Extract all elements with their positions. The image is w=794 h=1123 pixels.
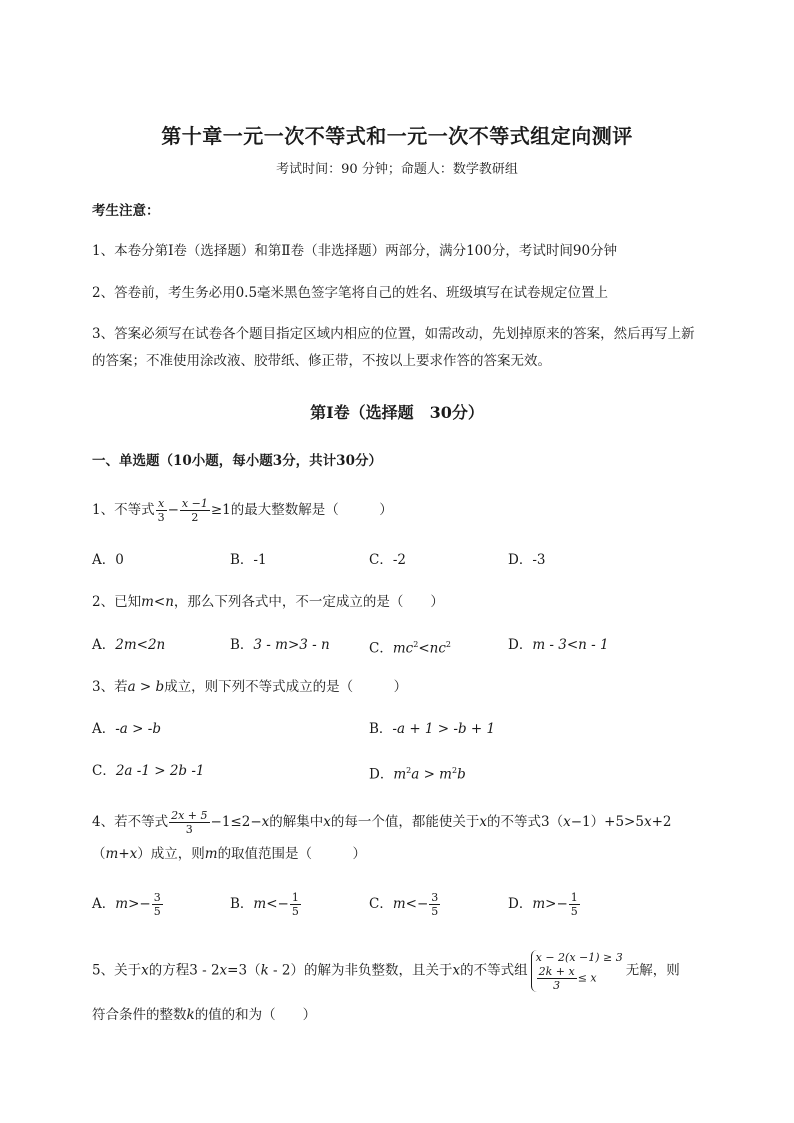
question-1: 1、不等式 $\frac{x}{3}$ − $\frac{x -1}{2}$ ≥1的最大整数解是（ ）	[92, 497, 393, 524]
q4-option-a: A．m>− $\frac{3}{5}$	[92, 891, 161, 918]
notice-item-1: 1、本卷分第Ⅰ卷（选择题）和第Ⅱ卷（非选择题）两部分，满分100分，考试时间90分钟	[92, 243, 618, 259]
part1-title: 第Ⅰ卷（选择题 30分）	[310, 403, 484, 422]
q2-option-c: C．$mc^2<nc^2$	[369, 640, 451, 657]
question-3: 3、若a > b成立，则下列不等式成立的是（ ）	[92, 679, 408, 695]
q4-fraction: $\frac{2x + 5}{3}$	[171, 809, 208, 836]
q1-fraction-2: $\frac{x -1}{2}$	[181, 497, 208, 524]
inequality-system: x − 2(x −1) ≥ 3 $\frac{2k + x}{3}$ ≤ x	[531, 950, 623, 992]
question-4: 4、若不等式 $\frac{2x + 5}{3}$ −1≤2−x的解集中x的每一个值，都能使关于x的不等式3（x−1）+5>5x+2	[92, 809, 672, 836]
section-title: 一、单选题（10小题，每小题3分，共计30分）	[92, 453, 382, 469]
q1-option-b: B．-1	[230, 552, 267, 568]
question-2: 2、已知m<n，那么下列各式中，不一定成立的是（ ）	[92, 594, 444, 610]
notice-heading: 考生注意：	[92, 203, 160, 219]
q1-option-c: C．-2	[369, 552, 406, 568]
q2-option-b: B．3 - m>3 - n	[230, 637, 330, 653]
q3-option-b: B．-a + 1 > -b + 1	[369, 721, 496, 737]
q4-option-d: D．m>− $\frac{1}{5}$	[508, 891, 578, 918]
question-5: 5、关于x的方程3 - 2x=3（k - 2）的解为非负整数，且关于x的不等式组 x − 2(x −1) ≥ 3 $\frac{2k + x}{3}$ ≤ x 无解，则	[92, 951, 680, 992]
q1-option-a: A．0	[92, 552, 124, 568]
q2-option-d: D．m - 3<n - 1	[508, 637, 609, 653]
q3-option-d: D．$m^2a > m^2b$	[369, 766, 466, 783]
notice-item-3: 3、答案必须写在试卷各个题目指定区域内相应的位置，如需改动，先划掉原来的答案，然后再写上新	[92, 326, 695, 342]
exam-subtitle: 考试时间：90 分钟；命题人：数学教研组	[276, 162, 518, 177]
q1-fraction-1: $\frac{x}{3}$	[157, 497, 165, 524]
q4-option-b: B．m<− $\frac{1}{5}$	[230, 891, 299, 918]
q1-option-d: D．-3	[508, 552, 546, 568]
q2-option-a: A．2m<2n	[92, 637, 166, 653]
q1-prefix: 1、不等式	[92, 502, 155, 518]
q3-option-a: A．-a > -b	[92, 721, 161, 737]
q1-suffix: ≥1的最大整数解是（ ）	[210, 502, 393, 518]
notice-item-2: 2、答卷前，考生务必用0.5毫米黑色签字笔将自己的姓名、班级填写在试卷规定位置上	[92, 285, 609, 301]
q4-option-c: C．m<− $\frac{3}{5}$	[369, 891, 439, 918]
question-5-cont: 符合条件的整数k的值的和为（ ）	[92, 1007, 317, 1023]
page-title: 第十章一元一次不等式和一元一次不等式组定向测评	[161, 124, 633, 148]
notice-item-3-cont: 的答案；不准使用涂改液、胶带纸、修正带，不按以上要求作答的答案无效。	[92, 353, 551, 369]
q3-option-c: C．2a -1 > 2b -1	[92, 763, 205, 779]
question-4-cont: （m+x）成立，则m的取值范围是（ ）	[92, 846, 367, 862]
